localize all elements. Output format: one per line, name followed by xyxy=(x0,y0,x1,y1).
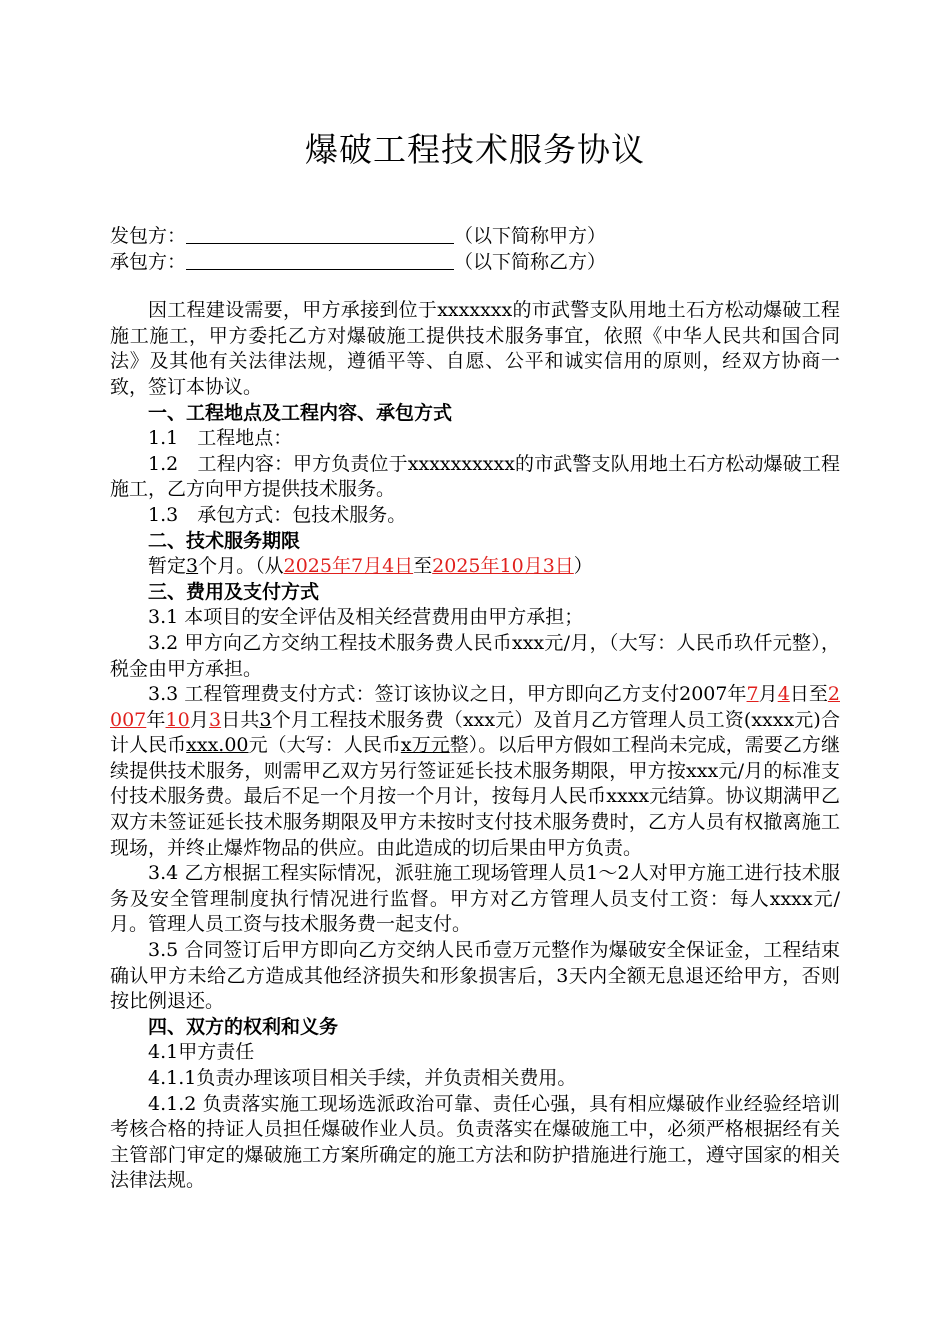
party-a-blank xyxy=(186,225,454,244)
start-day: 4 xyxy=(777,683,790,706)
clause-text: 日共 xyxy=(221,708,260,731)
party-b-blank xyxy=(186,251,454,270)
clause-1-2: 1.2 工程内容：甲方负责位于xxxxxxxxxx的市武警支队用地土石方松动爆破工程施工，乙方向甲方提供技术服务。 xyxy=(110,452,840,501)
clause-3-1: 3.1 本项目的安全评估及相关经营费用由甲方承担； xyxy=(148,606,584,629)
party-b-suffix: （以下简称乙方） xyxy=(454,250,607,273)
party-b-line xyxy=(110,250,840,276)
document-body xyxy=(110,224,840,1194)
clause-text: 3.3 工程管理费支付方式：签订该协议之日，甲方即向乙方支付2007年 xyxy=(148,683,747,706)
period-text: 至 xyxy=(413,555,433,578)
period-text: 个月。（从 xyxy=(198,555,284,578)
clause-3-4: 3.4 乙方根据工程实际情况，派驻施工现场管理人员1～2人对甲方施工进行技术服务及安全管理制度执行情况进行监督。甲方对乙方管理人员支付工资：每人xxxx元/月。管理人员工资与技术服务费一起支付。 xyxy=(110,862,840,936)
clause-3-5: 3.5 合同签订后甲方即向乙方交纳人民币壹万元整作为爆破安全保证金，工程结束确认甲方未给乙方造成其他经济损失和形象损害后，3天内全额无息退还给甲方，否则按比例退还。 xyxy=(110,939,840,1013)
intro-paragraph: 因工程建设需要，甲方承接到位于xxxxxxx的市武警支队用地土石方松动爆破工程施工施工，甲方委托乙方对爆破施工提供技术服务事宜，依照《中华人民共和国合同法》及其他有关法律法规，遵循平等、自愿、公平和诚实信用的原则，经双方协商一致，签订本协议。 xyxy=(110,299,840,398)
clause-1-3: 1.3 承包方式：包技术服务。 xyxy=(148,503,407,526)
section-3-heading: 三、费用及支付方式 xyxy=(148,580,320,603)
month-count: 3 xyxy=(259,708,272,731)
end-month: 10 xyxy=(165,708,190,731)
clause-text: 年 xyxy=(146,708,166,731)
clause-text: 日至 xyxy=(789,683,828,706)
end-year: 2007 xyxy=(110,683,840,731)
section-4-heading: 四、双方的权利和义务 xyxy=(148,1015,339,1038)
document-title: 爆破工程技术服务协议 xyxy=(305,130,645,169)
spacer xyxy=(110,275,840,298)
clause-4-1: 4.1甲方责任 xyxy=(148,1041,255,1064)
clause-text: 个月工程技术服务费（xxx元）及首月乙方管理人员工资(xxxx元)合计人民币 xyxy=(110,708,840,757)
clause-4-1-1: 4.1.1负责办理该项目相关手续，并负责相关费用。 xyxy=(148,1067,577,1089)
party-a-suffix: （以下简称甲方） xyxy=(454,225,607,247)
clause-text: 元（大写：人民币 xyxy=(248,734,401,757)
period-end-date: 2025年10月3日 xyxy=(432,555,574,578)
period-text: ） xyxy=(573,555,593,578)
clause-4-1-2: 4.1.2 负责落实施工现场选派政治可靠、责任心强，具有相应爆破作业经验经培训考核合格的持证人员担任爆破作业人员。负责落实在爆破施工中，必须严格根据经有关主管部门审定的爆破施工方案所确定的施工方法和防护措施进行施工，遵守国家的相关法律法规。 xyxy=(110,1092,840,1192)
period-text: 暂定 xyxy=(148,555,187,578)
clause-text: 月 xyxy=(189,708,209,731)
party-a-line xyxy=(110,224,840,250)
party-b-label: 承包方： xyxy=(110,250,187,273)
service-period xyxy=(110,554,840,580)
party-a-label: 发包方： xyxy=(110,225,187,247)
clause-text: 月 xyxy=(758,683,778,706)
start-month: 7 xyxy=(746,683,759,706)
clause-text: 整）。以后甲方假如工程尚未完成，需要乙方继续提供技术服务，则需甲乙双方另行签证延长技术服务期限，甲方按xxx元/月的标准支付技术服务费。最后不足一个月按一个月计，按每月人民币xxxx元结算。协议期满甲乙双方未签证延长技术服务期限及甲方未按时支付技术服务费时，乙方人员有权撤离施工现场，并终止爆炸物品的供应。由此造成的切后果由甲方负责。 xyxy=(110,734,840,859)
clause-3-2: 3.2 甲方向乙方交纳工程技术服务费人民币xxx元/月，（大写：人民币玖仟元整），税金由甲方承担。 xyxy=(110,631,840,680)
period-start-date: 2025年7月4日 xyxy=(283,555,414,578)
section-1-heading: 一、工程地点及工程内容、承包方式 xyxy=(148,401,453,424)
section-2-heading: 二、技术服务期限 xyxy=(148,529,301,552)
end-day: 3 xyxy=(208,708,222,731)
total-amount-cn: x万元 xyxy=(400,734,450,757)
total-amount: xxx.00 xyxy=(186,734,249,757)
period-months: 3 xyxy=(186,555,199,578)
clause-3-3 xyxy=(110,682,840,861)
clause-1-1: 1.1 工程地点： xyxy=(148,427,293,450)
